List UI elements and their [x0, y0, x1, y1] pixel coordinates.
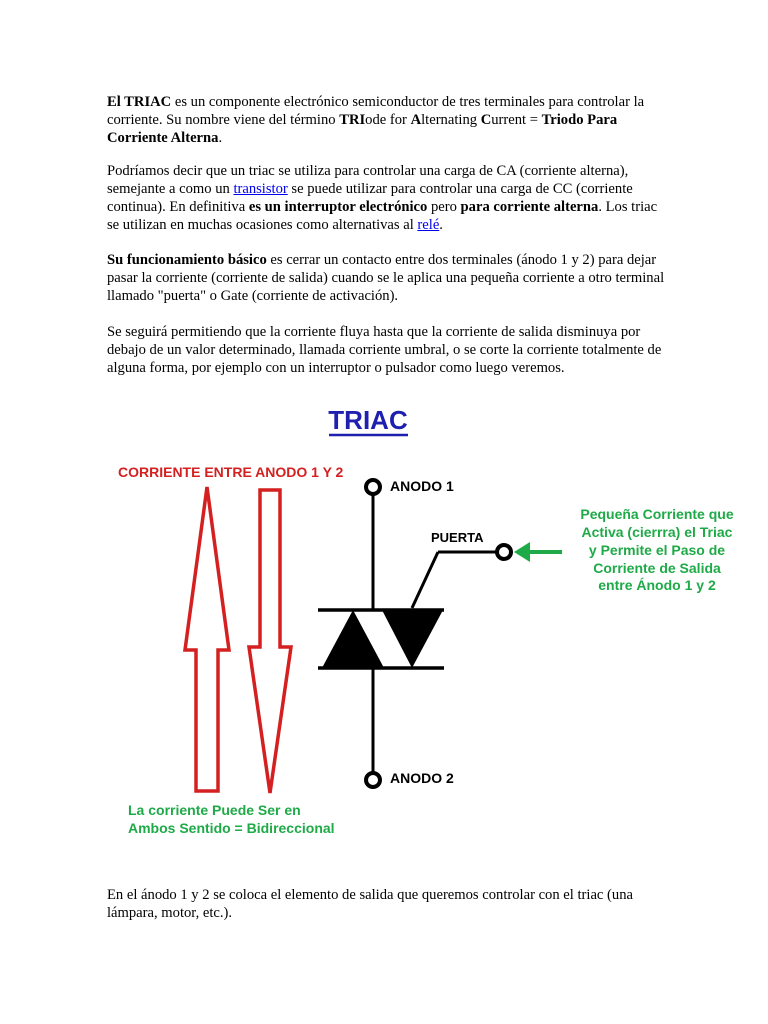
- gate-arrow-icon: [514, 542, 530, 562]
- triodo-term: Triodo Para Corriente Alterna: [107, 112, 618, 146]
- anode1-label: ANODO 1: [390, 478, 454, 494]
- gate-terminal: [497, 545, 511, 559]
- arrow-down-icon: [249, 490, 291, 793]
- gate-note-line-4: Corriente de Salida: [593, 560, 721, 576]
- diode-down-icon: [382, 610, 443, 668]
- paragraph-usage: Podríamos decir que un triac se utiliza para controlar una carga de CA (corriente alterna), semejante a como un transistor se puede utilizar para controlar una carga de CC (corriente continua). En definitiva es un interruptor electrónico pero para corriente alterna. Los triac se utilizan en muchas ocasiones como alternativas al relé.: [107, 163, 658, 233]
- triac-term: El TRIAC: [107, 94, 172, 110]
- anode1-terminal: [366, 480, 380, 494]
- bidirectional-line-2: Ambos Sentido = Bidireccional: [128, 820, 335, 836]
- triac-diagram: [100, 395, 740, 845]
- gate-note-line-3: y Permite el Paso de: [588, 542, 726, 558]
- paragraph-intro: El TRIAC es un componente electrónico semiconductor de tres terminales para controlar la corriente. Su nombre viene del término TRIode for Alternating Current = Triodo Para Corriente Alterna.: [107, 94, 645, 146]
- diode-up-icon: [322, 610, 384, 668]
- gate-note-line-5: entre Ánodo 1 y 2: [598, 577, 716, 593]
- anode2-label: ANODO 2: [390, 770, 454, 786]
- gate-note-line-2: Activa (cierrra) el Triac: [581, 524, 733, 540]
- paragraph-threshold: Se seguirá permitiendo que la corriente fluya hasta que la corriente de salida disminuya por debajo de un valor determinado, llamada corriente umbral, o se corte la corriente totalmente de alguna forma, por ejemplo con un interruptor o pulsador como luego veremos.: [107, 324, 662, 376]
- gate-note-line-1: Pequeña Corriente que: [580, 506, 734, 522]
- current-label: CORRIENTE ENTRE ANODO 1 Y 2: [118, 464, 344, 480]
- anode2-terminal: [366, 773, 380, 787]
- paragraph-operation: Su funcionamiento básico es cerrar un contacto entre dos terminales (ánodo 1 y 2) para dejar pasar la corriente (corriente de salida) cuando se le aplica una pequeña corriente a otro terminal llamado "puerta" o Gate (corriente de activación).: [107, 252, 665, 304]
- rele-link[interactable]: relé: [417, 217, 440, 233]
- gate-label: PUERTA: [431, 530, 484, 545]
- transistor-link[interactable]: transistor: [233, 181, 288, 197]
- paragraph-output: En el ánodo 1 y 2 se coloca el elemento de salida que queremos controlar con el triac (una lámpara, motor, etc.).: [107, 887, 633, 921]
- gate-lead-diagonal: [412, 552, 438, 608]
- diagram-title: TRIAC: [328, 405, 408, 435]
- bidirectional-line-1: La corriente Puede Ser en: [128, 802, 301, 818]
- arrow-up-icon: [185, 487, 229, 791]
